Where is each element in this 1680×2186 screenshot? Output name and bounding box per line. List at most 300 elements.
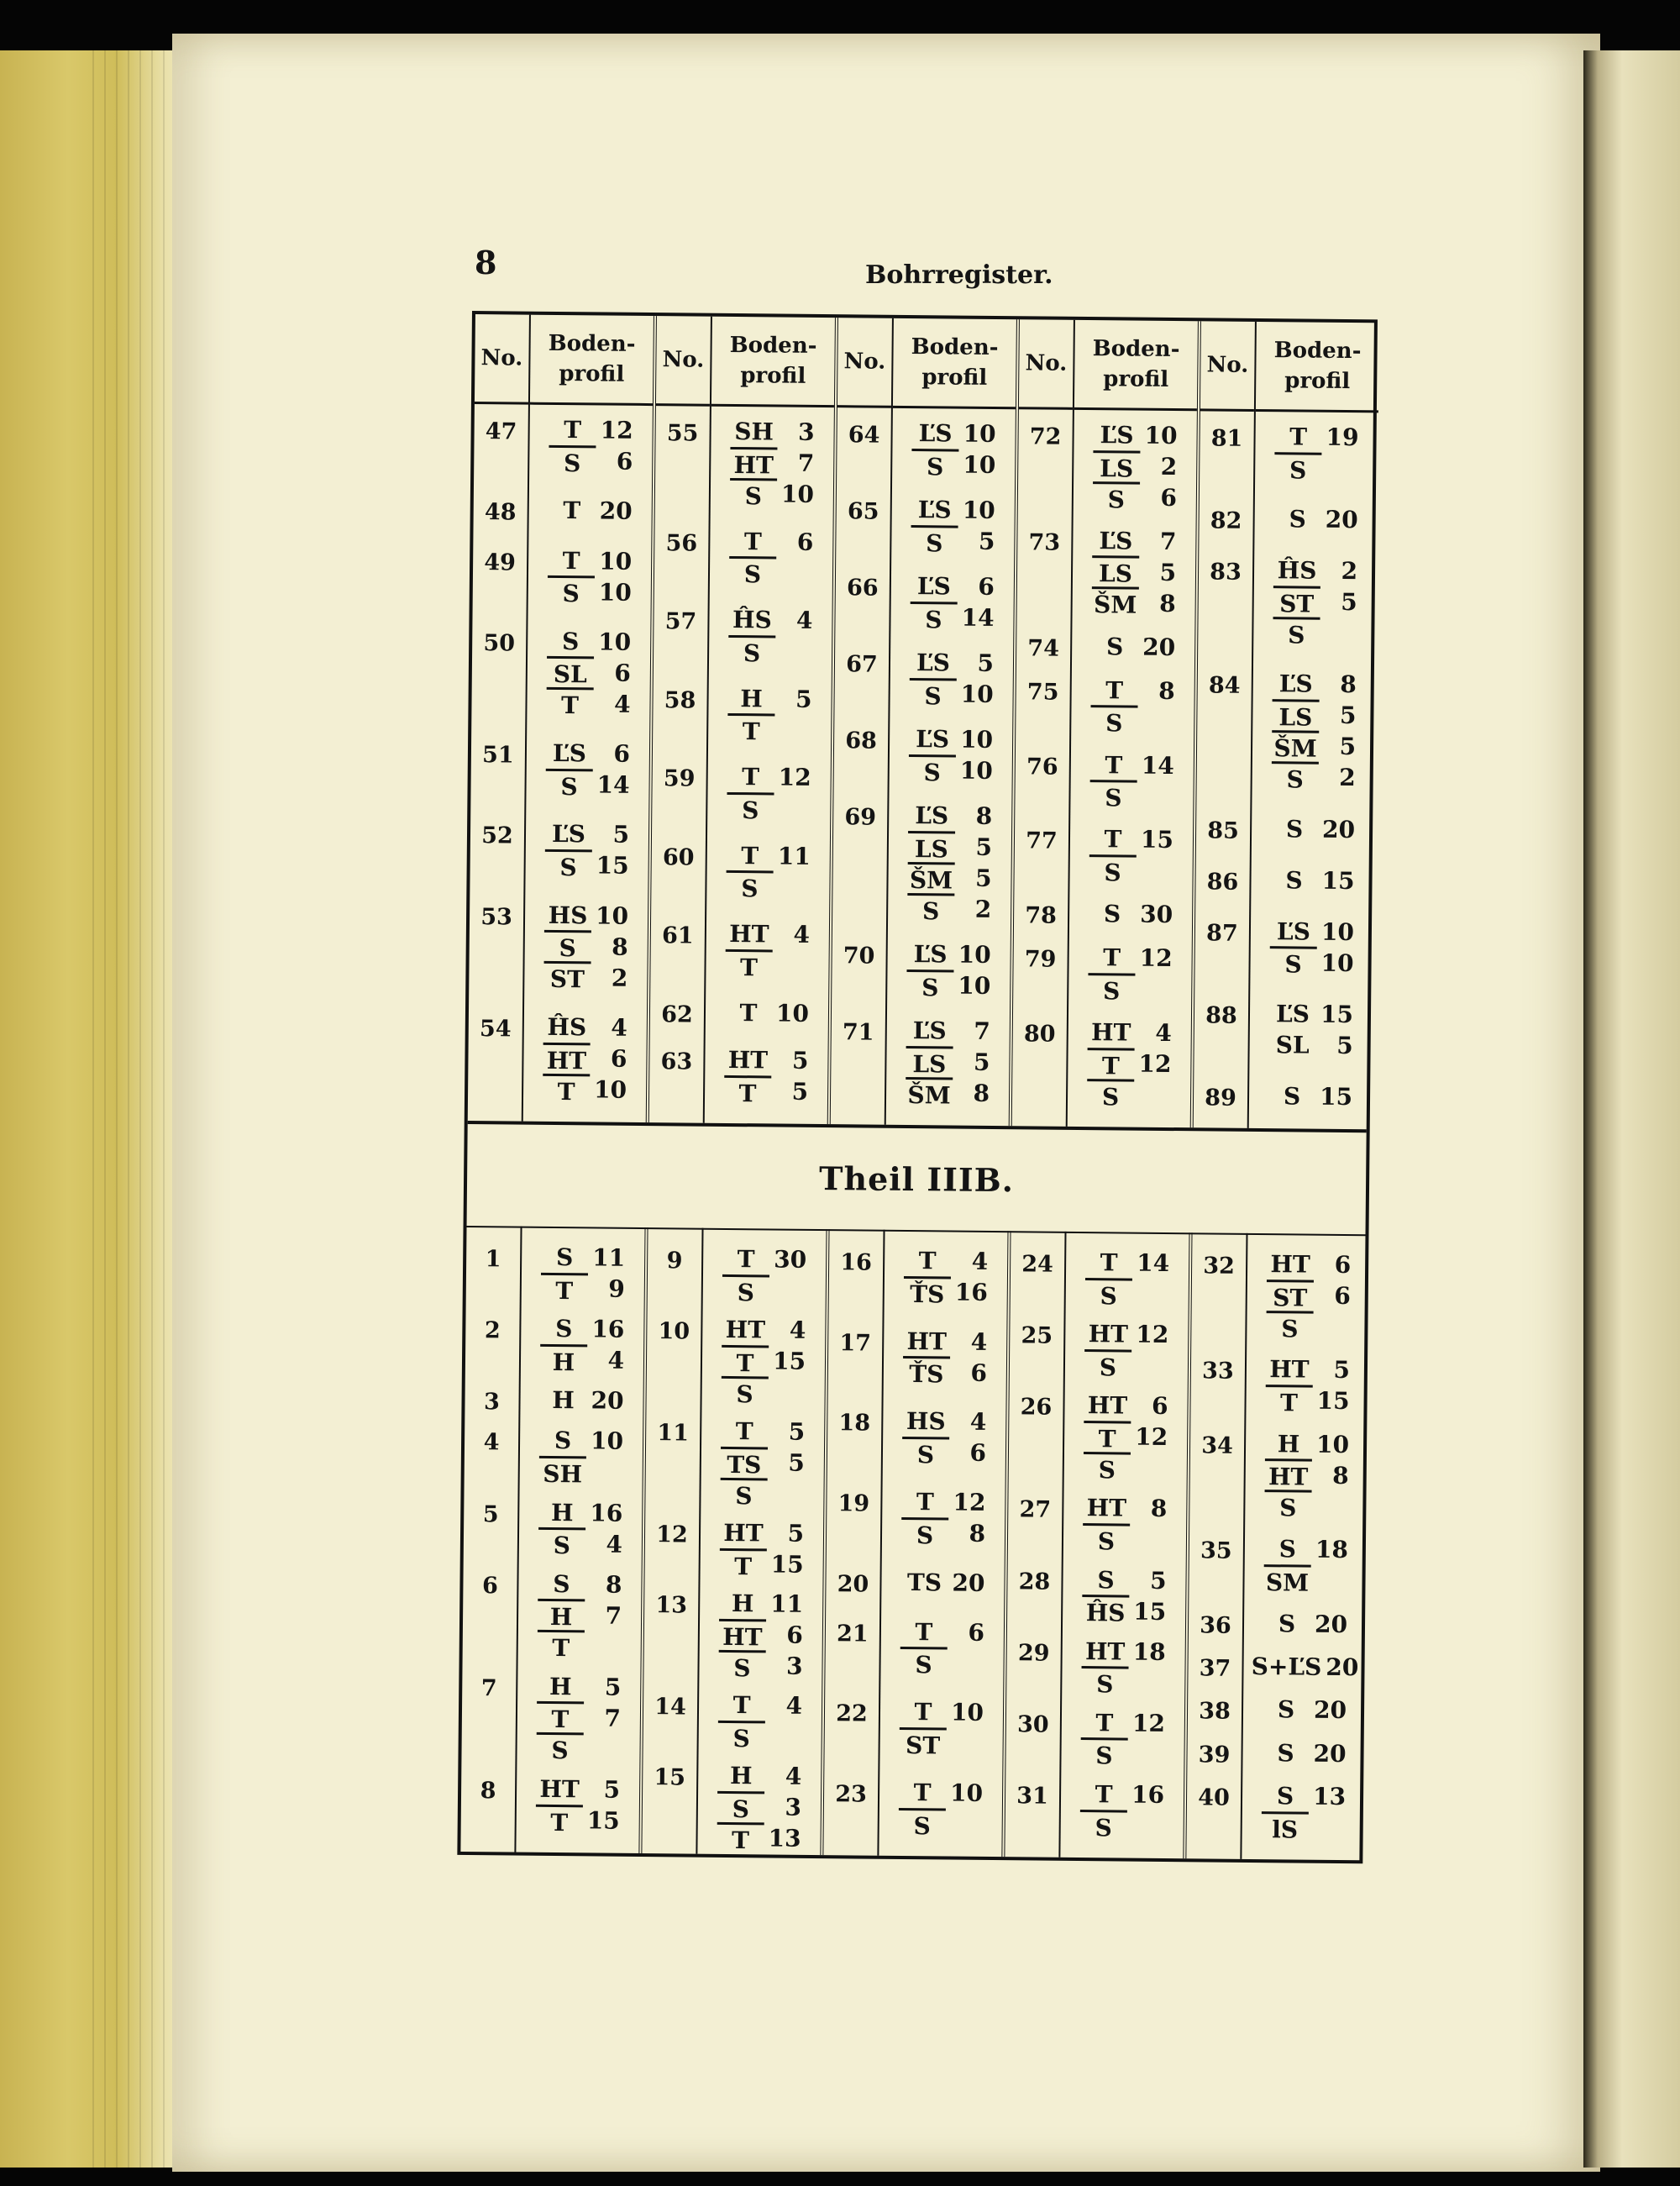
register-number: 11 <box>657 1420 690 1447</box>
layer-code: T <box>722 1344 769 1377</box>
profile-layer <box>1246 1428 1368 1460</box>
profile-layer <box>708 682 831 714</box>
soil-profile <box>1063 1492 1187 1555</box>
profile-layer <box>517 1670 640 1702</box>
number-column <box>642 1227 701 1854</box>
layer-code: S <box>1276 1782 1294 1810</box>
header-profil-line1: Boden- <box>548 330 636 357</box>
profile-column <box>696 1228 826 1855</box>
running-head: Bohrregister. <box>865 260 1053 290</box>
header-profil-line2: profil <box>1103 366 1169 392</box>
profile-layer <box>521 1344 643 1376</box>
layer-depth: 4 <box>785 1762 802 1790</box>
soil-profile <box>709 604 832 667</box>
layer-code: HT <box>1084 1637 1126 1666</box>
register-number: 56 <box>665 529 698 557</box>
profile-layer <box>522 1273 644 1305</box>
layer-code: SH <box>539 1456 586 1489</box>
soil-profile <box>1072 631 1194 663</box>
layer-code: T <box>737 1245 755 1274</box>
layer-depth: 10 <box>963 419 996 448</box>
layer-depth: 30 <box>1140 900 1173 929</box>
soil-profile <box>886 1015 1010 1109</box>
layer-code: S <box>720 1477 767 1510</box>
layer-depth: 11 <box>770 1590 804 1618</box>
layer-code: H <box>550 1498 574 1527</box>
profile-layer <box>520 1385 643 1416</box>
profile-layer <box>525 899 648 931</box>
layer-depth: 2 <box>974 895 992 923</box>
profile-layer <box>699 1721 822 1752</box>
profile-layer <box>1069 898 1192 930</box>
soil-profile <box>706 918 829 981</box>
layer-depth: 5 <box>1333 1356 1351 1385</box>
profile-layer <box>1062 1667 1184 1699</box>
header-profil <box>530 315 654 406</box>
layer-code: ĽS <box>913 940 948 969</box>
profile-layer <box>517 1773 639 1805</box>
layer-depth: 10 <box>1315 1430 1350 1458</box>
header-profil-line1: Boden- <box>911 334 999 361</box>
layer-code: S <box>1089 780 1137 812</box>
soil-profile <box>885 1245 1008 1308</box>
profile-layer <box>526 769 648 801</box>
layer-code: S <box>900 1647 947 1679</box>
header-no: No. <box>656 316 711 407</box>
layer-depth: 15 <box>1316 1387 1350 1416</box>
layer-depth: 5 <box>1339 733 1357 761</box>
profile-layer <box>885 1276 1007 1308</box>
soil-profile <box>1250 916 1373 979</box>
profile-column <box>522 315 654 1122</box>
layer-code: HT <box>1090 1018 1131 1047</box>
soil-profile <box>1249 998 1373 1061</box>
profile-layer <box>1255 452 1378 484</box>
column-group <box>460 1226 644 1853</box>
profile-layer <box>702 1345 825 1377</box>
header-profil <box>711 317 835 407</box>
layer-depth: 4 <box>1155 1018 1172 1048</box>
register-number: 6 <box>481 1572 498 1600</box>
layer-code: S <box>549 444 596 477</box>
layer-code: S <box>907 893 954 926</box>
profile-layer <box>517 1701 640 1733</box>
register-number: 38 <box>1199 1698 1231 1725</box>
profile-layer <box>1061 1810 1184 1842</box>
layer-depth: 7 <box>974 1017 990 1045</box>
layer-code: HT <box>725 1315 766 1344</box>
profile-layer <box>518 1599 641 1631</box>
layer-depth: 4 <box>785 1691 803 1720</box>
profile-layer <box>891 570 1014 602</box>
book-page-edges <box>0 50 193 2168</box>
layer-depth: 6 <box>796 528 814 556</box>
profile-layer <box>1250 947 1373 979</box>
number-column <box>1012 319 1074 1127</box>
layer-code: ĽS <box>917 496 952 524</box>
register-number: 72 <box>1029 423 1062 450</box>
profile-layer <box>1065 1318 1188 1350</box>
layer-code: H <box>552 1386 575 1415</box>
profile-layer <box>888 893 1011 925</box>
profile-layer <box>708 713 831 745</box>
layer-code: T <box>1087 1048 1134 1080</box>
profile-layer <box>1252 761 1375 793</box>
soil-profile <box>892 418 1016 481</box>
layer-code: ĽS <box>918 419 953 448</box>
profile-layer <box>892 494 1015 526</box>
soil-profile <box>1253 554 1377 649</box>
layer-code: S <box>730 477 777 510</box>
profile-layer <box>705 1044 827 1076</box>
profile-layer <box>705 1075 827 1107</box>
profile-layer <box>1062 1707 1184 1739</box>
layer-code: H <box>1277 1430 1300 1458</box>
layer-code: T <box>1105 750 1123 779</box>
layer-code: ĽS <box>915 801 949 830</box>
register-number: 62 <box>661 1001 693 1028</box>
soil-profile <box>699 1588 822 1682</box>
soil-profile <box>879 1777 1003 1840</box>
layer-code: T <box>1095 1709 1114 1737</box>
soil-profile <box>522 1242 645 1305</box>
number-column <box>649 316 711 1123</box>
layer-depth: 6 <box>1151 1392 1168 1421</box>
layer-code: S <box>1289 505 1306 533</box>
layer-depth: 10 <box>595 901 629 930</box>
layer-depth: 13 <box>1312 1782 1347 1811</box>
layer-code: T <box>717 1821 764 1854</box>
profile-layer <box>888 862 1011 894</box>
register-number: 57 <box>664 608 697 635</box>
register-number: 4 <box>483 1429 500 1456</box>
layer-depth: 5 <box>1339 702 1357 730</box>
profile-layer <box>1243 1651 1366 1683</box>
register-number: 63 <box>660 1048 693 1075</box>
layer-depth: 18 <box>1315 1535 1349 1564</box>
column-group <box>1001 1231 1189 1858</box>
layer-code: ST <box>1273 586 1320 618</box>
register-number: 89 <box>1205 1085 1236 1111</box>
profile-layer <box>1251 864 1373 896</box>
layer-code: SL <box>1275 1031 1310 1059</box>
layer-depth: 6 <box>1334 1250 1352 1280</box>
layer-code: HT <box>730 446 777 479</box>
profile-layer <box>1253 668 1376 700</box>
register-number: 78 <box>1025 902 1058 929</box>
layer-depth: 15 <box>586 1806 620 1835</box>
soil-profile <box>711 416 834 510</box>
profile-layer <box>882 1517 1005 1549</box>
layer-depth: 10 <box>1320 917 1355 946</box>
profile-layer <box>528 544 651 576</box>
profile-layer <box>699 1689 822 1721</box>
layer-code: T <box>913 1779 932 1807</box>
profile-layer <box>706 996 828 1028</box>
header-no: No. <box>837 318 892 408</box>
layer-code: T <box>536 1804 583 1837</box>
layer-code: ŠM <box>1272 730 1319 763</box>
layer-code: S <box>1269 946 1316 979</box>
layer-depth: 4 <box>606 1530 623 1558</box>
profile-layer <box>523 1043 646 1075</box>
column-group <box>1190 321 1379 1129</box>
layer-depth: 15 <box>1133 1597 1167 1626</box>
layer-depth: 7 <box>797 449 815 477</box>
layer-depth: 5 <box>978 527 995 555</box>
layer-depth: 4 <box>969 1408 987 1437</box>
layer-code: S <box>901 1517 948 1550</box>
layer-depth: 3 <box>797 418 815 446</box>
layer-depth: 8 <box>969 1519 986 1548</box>
profile-layer <box>890 754 1012 786</box>
soil-profile <box>697 1760 821 1854</box>
profile-layer <box>1253 617 1376 649</box>
layer-code: ST <box>543 961 591 994</box>
register-number: 53 <box>480 903 513 931</box>
soil-profile <box>1065 1318 1189 1381</box>
layer-depth: 5 <box>1336 1031 1353 1059</box>
layer-code: S <box>717 1790 764 1823</box>
layer-depth: 14 <box>1141 751 1175 780</box>
profile-layer <box>883 1406 1005 1437</box>
soil-profile <box>883 1406 1006 1469</box>
layer-code: S <box>1089 854 1136 887</box>
layer-code: LS <box>1092 555 1139 588</box>
layer-code: ŤS <box>904 1275 951 1308</box>
register-number: 61 <box>661 922 694 949</box>
layer-code: ĽS <box>1100 421 1134 449</box>
header-profil-line2: profil <box>559 360 625 387</box>
soil-profile <box>1063 1563 1186 1626</box>
profile-layer <box>701 1478 823 1510</box>
layer-code: S <box>1273 617 1320 649</box>
layer-code: S <box>727 791 774 824</box>
layer-code: T <box>562 546 580 575</box>
layer-depth: 3 <box>785 1652 803 1680</box>
layer-code: S <box>1283 1082 1301 1111</box>
layer-code: HT <box>1088 1320 1129 1348</box>
layer-depth: 3 <box>785 1793 802 1821</box>
layer-code: T <box>541 1272 588 1305</box>
layer-code: ĽS <box>1275 1000 1310 1028</box>
layer-code: T <box>1265 1385 1312 1417</box>
profile-layer <box>707 839 830 871</box>
layer-depth: 5 <box>1159 558 1177 586</box>
layer-code: ĽS <box>916 649 951 677</box>
layer-depth: 12 <box>600 416 633 444</box>
layer-code: T <box>735 1417 753 1446</box>
layer-code: S <box>1278 1535 1297 1563</box>
section-title: Theil IIIB. <box>467 1121 1367 1236</box>
layer-code: HT <box>1086 1494 1127 1522</box>
profile-layer <box>1247 1353 1369 1385</box>
layer-code: S <box>1277 1738 1294 1768</box>
layer-code: lS <box>1262 1811 1309 1844</box>
profile-layer <box>701 1416 824 1448</box>
number-column <box>823 1229 883 1856</box>
profile-layer <box>887 938 1010 970</box>
layer-code: T <box>563 497 581 525</box>
profile-layer <box>891 525 1014 557</box>
profile-layer <box>698 1791 821 1823</box>
profile-layer <box>1247 1311 1369 1343</box>
register-number: 19 <box>837 1490 870 1517</box>
profile-layer <box>1068 942 1191 974</box>
profile-layer <box>706 949 828 981</box>
layer-depth: 8 <box>1340 670 1357 699</box>
layer-code: S <box>1084 1349 1131 1382</box>
upper-table <box>468 314 1374 1129</box>
profile-layer <box>1245 1533 1368 1565</box>
profile-layer <box>524 961 647 993</box>
soil-profile <box>1242 1737 1365 1769</box>
layer-code: ĽS <box>1099 527 1133 555</box>
soil-profile <box>523 1012 647 1106</box>
layer-code: S <box>1087 1079 1134 1111</box>
register-number: 85 <box>1207 817 1240 844</box>
profile-layer <box>879 1777 1002 1809</box>
profile-layer <box>710 556 832 588</box>
bohrregister-table <box>457 311 1378 1863</box>
profile-layer <box>1072 631 1194 663</box>
profile-layer <box>710 525 832 557</box>
register-number: 64 <box>848 422 880 449</box>
layer-code: S <box>1272 761 1319 794</box>
number-column <box>1005 1231 1064 1858</box>
profile-layer <box>1244 1607 1367 1639</box>
layer-depth: 10 <box>590 1427 624 1456</box>
layer-code: T <box>914 1698 932 1726</box>
profile-layer <box>1072 674 1194 706</box>
layer-code: SM <box>1263 1564 1310 1597</box>
soil-profile <box>1073 525 1196 619</box>
soil-profile <box>527 625 650 719</box>
layer-depth: 4 <box>970 1327 988 1356</box>
header-profil <box>1074 320 1198 411</box>
profile-column <box>514 1227 644 1853</box>
soil-profile <box>1242 1780 1366 1843</box>
layer-code: ĤS <box>1082 1595 1129 1627</box>
register-number: 47 <box>485 418 517 445</box>
profile-layer <box>890 723 1012 755</box>
layer-depth: 4 <box>789 1316 806 1344</box>
soil-profile <box>706 996 828 1028</box>
profile-layer <box>882 1486 1005 1518</box>
profile-layer <box>528 656 650 688</box>
soil-profile <box>701 1416 824 1510</box>
register-number: 32 <box>1203 1253 1236 1280</box>
profile-layer <box>1252 812 1374 844</box>
soil-profile <box>1252 668 1376 793</box>
layer-code: S <box>1093 481 1140 514</box>
layer-depth: 14 <box>1137 1248 1170 1278</box>
layer-depth: 12 <box>1138 1049 1172 1079</box>
profile-layer <box>1063 1563 1185 1595</box>
layer-code: S <box>1105 633 1124 661</box>
layer-depth: 7 <box>1159 527 1177 555</box>
layer-code: TS <box>906 1568 942 1597</box>
layer-depth: 15 <box>1321 866 1355 895</box>
layer-depth: 5 <box>1341 588 1357 617</box>
soil-profile <box>520 1385 643 1416</box>
soil-profile <box>705 1044 828 1107</box>
profile-layer <box>884 1325 1006 1357</box>
layer-code: HS <box>548 901 588 930</box>
profile-layer <box>1071 705 1194 737</box>
layer-depth: 5 <box>604 1673 622 1701</box>
layer-code: T <box>1103 943 1121 972</box>
layer-code: S <box>553 1569 570 1598</box>
layer-code: T <box>538 1630 585 1663</box>
layer-depth: 12 <box>778 763 811 791</box>
layer-code: LS <box>1272 699 1319 732</box>
register-number: 48 <box>484 499 517 526</box>
profile-layer <box>1063 1636 1185 1668</box>
profile-layer <box>883 1437 1005 1469</box>
page-number: 8 <box>475 244 497 281</box>
layer-depth: 4 <box>611 1013 627 1042</box>
profile-layer <box>1069 854 1192 886</box>
layer-code: S <box>721 1375 768 1408</box>
profile-layer <box>1064 1452 1187 1484</box>
profile-layer <box>880 1647 1003 1679</box>
profile-layer <box>1252 699 1375 731</box>
soil-profile <box>1070 749 1194 812</box>
layer-code: S <box>544 849 591 882</box>
layer-code: H <box>740 684 763 712</box>
soil-profile <box>1069 898 1192 930</box>
profile-layer <box>881 1616 1004 1647</box>
layer-depth: 6 <box>1160 483 1178 512</box>
layer-code: S <box>902 1437 949 1469</box>
layer-code: S <box>722 1274 769 1306</box>
soil-profile <box>520 1425 643 1488</box>
layer-code: HT <box>1270 1250 1310 1279</box>
layer-depth: 10 <box>598 578 632 607</box>
profile-layer <box>528 575 651 607</box>
register-number: 77 <box>1026 828 1058 855</box>
profile-layer <box>1246 1459 1368 1491</box>
profile-layer <box>889 831 1011 863</box>
register-number: 21 <box>836 1620 869 1647</box>
layer-code: HT <box>729 919 769 948</box>
layer-code: S <box>1090 705 1137 738</box>
layer-code: T <box>741 841 759 870</box>
soil-profile <box>525 818 648 881</box>
layer-code: ĽS <box>551 820 586 849</box>
profile-layer <box>701 1376 824 1408</box>
register-number: 66 <box>846 575 879 602</box>
layer-depth: 30 <box>774 1245 807 1274</box>
layer-depth: 8 <box>973 1079 990 1107</box>
register-number: 35 <box>1200 1537 1232 1564</box>
profile-layer <box>1254 503 1377 535</box>
profile-layer <box>698 1760 821 1792</box>
soil-profile <box>710 525 833 588</box>
register-number: 3 <box>483 1389 501 1416</box>
register-number: 7 <box>480 1675 497 1702</box>
layer-code: HT <box>727 1045 769 1075</box>
layer-depth: 15 <box>1319 1082 1353 1111</box>
layer-depth: 16 <box>954 1278 988 1306</box>
layer-code: T <box>916 1488 934 1516</box>
profile-layer <box>703 1243 826 1275</box>
layer-code: S <box>1080 1737 1127 1770</box>
layer-depth: 10 <box>775 999 810 1027</box>
layer-code: T <box>537 1701 584 1734</box>
register-number: 59 <box>663 765 696 792</box>
